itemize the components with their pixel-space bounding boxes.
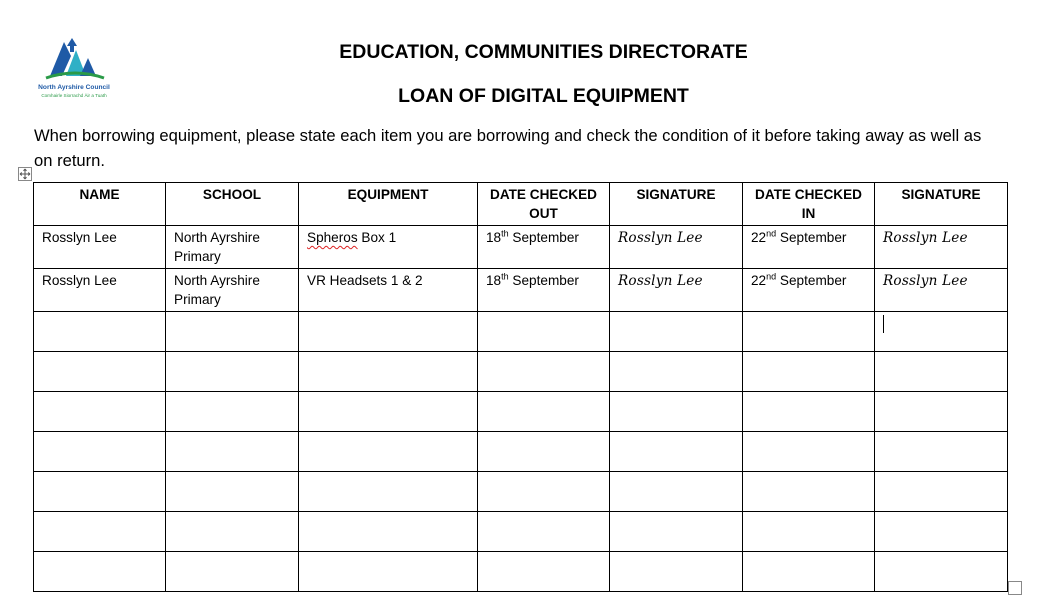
handwritten-signature: Rosslyn Lee (618, 230, 703, 246)
date-suffix: th (501, 271, 509, 282)
cell-date-checked-out[interactable] (478, 269, 610, 312)
table-resize-handle[interactable] (1008, 581, 1022, 595)
cell-name[interactable]: Rosslyn Lee (34, 226, 166, 269)
cell-signature-out[interactable] (610, 226, 743, 269)
cell-date-checked-in[interactable] (743, 512, 875, 552)
table-row-empty (34, 552, 1008, 592)
date-suffix: nd (766, 271, 777, 282)
handwritten-signature: Rosslyn Lee (883, 230, 968, 246)
table-row (34, 269, 1008, 312)
document-title: EDUCATION, COMMUNITIES DIRECTORATE (339, 41, 748, 63)
cell-date-checked-in[interactable] (743, 432, 875, 472)
cell-school[interactable] (166, 312, 299, 352)
header-equipment: EQUIPMENT (299, 183, 478, 226)
cell-school[interactable] (166, 512, 299, 552)
cell-name[interactable] (34, 392, 166, 432)
instructions-paragraph: When borrowing equipment, please state each item you are borrowing and check the condition of it before taking away as well as on return. (34, 126, 982, 170)
cell-date-checked-out[interactable] (478, 432, 610, 472)
cell-signature-out[interactable] (610, 472, 743, 512)
cell-equipment[interactable] (299, 312, 478, 352)
cell-school[interactable] (166, 392, 299, 432)
cell-name[interactable] (34, 512, 166, 552)
cell-equipment[interactable] (299, 472, 478, 512)
table-row (34, 226, 1008, 269)
cell-date-checked-in[interactable] (743, 269, 875, 312)
handwritten-signature: Rosslyn Lee (883, 273, 968, 289)
cell-name[interactable] (34, 552, 166, 592)
cell-signature-out[interactable] (610, 512, 743, 552)
date-month: September (776, 273, 847, 288)
cell-signature-out[interactable] (610, 552, 743, 592)
cell-signature-in[interactable] (875, 269, 1008, 312)
date-month: September (508, 230, 579, 245)
cell-signature-in[interactable] (875, 512, 1008, 552)
cell-name[interactable] (34, 472, 166, 512)
table-row-empty (34, 512, 1008, 552)
document-subtitle: LOAN OF DIGITAL EQUIPMENT (398, 85, 689, 107)
cell-equipment[interactable] (299, 512, 478, 552)
cell-equipment[interactable] (299, 352, 478, 392)
header-date-checked-out: DATE CHECKED OUT (478, 183, 610, 226)
cell-signature-in[interactable] (875, 552, 1008, 592)
date-day: 18 (486, 273, 502, 288)
cell-date-checked-out[interactable] (478, 352, 610, 392)
cell-signature-in[interactable] (875, 226, 1008, 269)
cell-date-checked-in[interactable] (743, 352, 875, 392)
cell-signature-in[interactable] (875, 312, 1008, 352)
cell-date-checked-in[interactable] (743, 392, 875, 432)
cell-school[interactable] (166, 352, 299, 392)
cell-school[interactable]: North Ayrshire Primary (166, 226, 299, 269)
cell-date-checked-in[interactable] (743, 552, 875, 592)
cell-signature-in[interactable] (875, 432, 1008, 472)
date-day: 22 (751, 230, 767, 245)
cell-signature-in[interactable] (875, 352, 1008, 392)
date-suffix: nd (766, 228, 777, 239)
cell-date-checked-out[interactable] (478, 512, 610, 552)
date-day: 22 (751, 273, 767, 288)
table-row-empty (34, 312, 1008, 352)
date-suffix: th (501, 228, 509, 239)
logo-tagline: Comhairle Siorrachd Àir a Tuath (41, 93, 107, 98)
header-school: SCHOOL (166, 183, 299, 226)
cell-school[interactable]: North Ayrshire Primary (166, 269, 299, 312)
cell-school[interactable] (166, 472, 299, 512)
cell-name[interactable] (34, 352, 166, 392)
cell-date-checked-out[interactable] (478, 392, 610, 432)
logo-name: North Ayrshire Council (38, 84, 110, 91)
handwritten-signature: Rosslyn Lee (618, 273, 703, 289)
header-signature-out: SIGNATURE (610, 183, 743, 226)
loan-table (33, 182, 1008, 592)
cell-date-checked-out[interactable] (478, 312, 610, 352)
table-row-empty (34, 392, 1008, 432)
equipment-text: Box 1 (357, 230, 397, 245)
cell-date-checked-out[interactable] (478, 226, 610, 269)
cell-date-checked-out[interactable] (478, 552, 610, 592)
table-header-row (34, 183, 1008, 226)
cell-signature-out[interactable] (610, 432, 743, 472)
date-month: September (508, 273, 579, 288)
cell-date-checked-in[interactable] (743, 312, 875, 352)
table-move-handle-icon[interactable] (18, 167, 32, 181)
date-month: September (776, 230, 847, 245)
cell-date-checked-out[interactable] (478, 472, 610, 512)
cell-equipment[interactable] (299, 226, 478, 269)
cell-name[interactable] (34, 312, 166, 352)
table-row-empty (34, 472, 1008, 512)
cell-date-checked-in[interactable] (743, 472, 875, 512)
cell-signature-out[interactable] (610, 352, 743, 392)
cell-name[interactable]: Rosslyn Lee (34, 269, 166, 312)
cell-name[interactable] (34, 432, 166, 472)
spelling-flagged-word: Spheros (307, 230, 358, 245)
cell-school[interactable] (166, 552, 299, 592)
header-signature-in: SIGNATURE (875, 183, 1008, 226)
cell-signature-out[interactable] (610, 269, 743, 312)
header-name: NAME (34, 183, 166, 226)
cell-school[interactable] (166, 432, 299, 472)
header-date-checked-in: DATE CHECKED IN (743, 183, 875, 226)
cell-equipment[interactable] (299, 432, 478, 472)
cell-equipment[interactable]: VR Headsets 1 & 2 (299, 269, 478, 312)
cell-equipment[interactable] (299, 552, 478, 592)
cell-date-checked-in[interactable] (743, 226, 875, 269)
cell-signature-out[interactable] (610, 392, 743, 432)
cell-signature-out[interactable] (610, 312, 743, 352)
text-cursor (883, 315, 884, 333)
table-row-empty (34, 352, 1008, 392)
cell-equipment[interactable] (299, 392, 478, 432)
date-day: 18 (486, 230, 502, 245)
table-row-empty (34, 432, 1008, 472)
cell-signature-in[interactable] (875, 472, 1008, 512)
cell-signature-in[interactable] (875, 392, 1008, 432)
